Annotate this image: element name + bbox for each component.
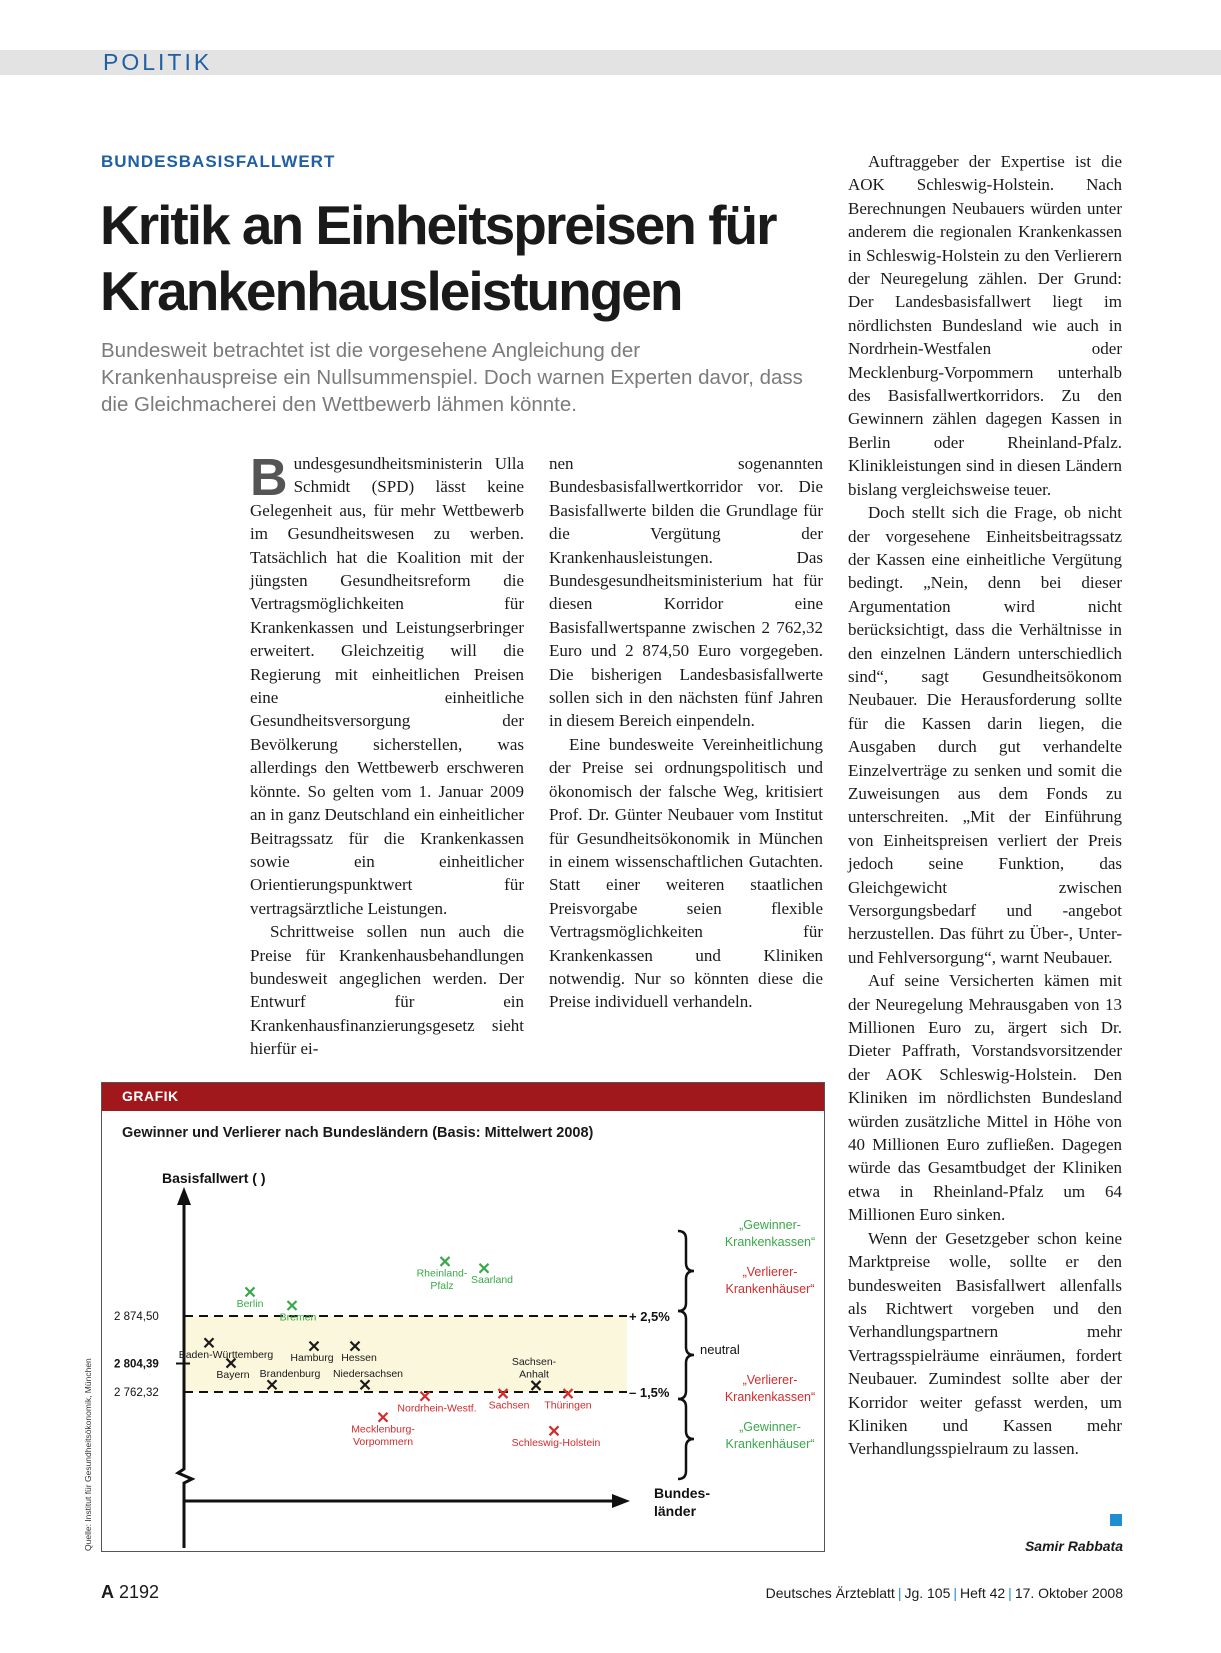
article-column-2: [549, 452, 823, 1014]
data-point-label: Pfalz: [430, 1279, 454, 1292]
data-point-label: Sachsen-: [511, 1355, 557, 1368]
data-point-label: Vorpommern: [352, 1435, 414, 1448]
separator: |: [953, 1585, 958, 1601]
article-headline: [100, 192, 820, 324]
chart: [102, 1083, 824, 1551]
y-tick-label: 2 804,39: [114, 1358, 159, 1371]
end-mark-icon: [1110, 1514, 1122, 1526]
paragraph: [250, 449, 524, 920]
brace-upper: [678, 1231, 694, 1311]
separator: |: [1008, 1585, 1012, 1601]
y-axis-title: Basisfallwert ( ): [162, 1170, 266, 1186]
data-point-label: Niedersachsen: [332, 1367, 404, 1380]
headline-line-2: Krankenhausleistungen: [100, 260, 682, 322]
annotation-label: „Verlierer-: [742, 1373, 798, 1387]
data-point-label: Brandenburg: [259, 1367, 321, 1380]
graphic-source: Quelle: Institut für Gesundheitsökonomik, München: [83, 1358, 93, 1551]
graphic-title: Gewinner und Verlierer nach Bundesländern (Basis: Mittelwert 2008): [122, 1125, 594, 1141]
annotation-label: Krankenhäuser“: [725, 1437, 815, 1451]
data-point-label: Schleswig-Holstein: [511, 1436, 601, 1449]
data-point-label: Anhalt: [519, 1368, 549, 1381]
annotation-label: „Gewinner-: [739, 1420, 801, 1434]
headline-line-1: Kritik an Einheitspreisen für: [100, 194, 776, 256]
article-column-1: [250, 449, 524, 1061]
data-point-label: Berlin: [236, 1297, 264, 1310]
paragraph: Auf seine Versicherten kämen mit der Neuregelung Mehrausgaben von 13 Millionen Euro zu, ärgert sich Dr. Dieter Paffrath, Vorstandsvorsitzender der AOK Schleswig-Holstein. Den Kliniken im nördlichsten Bundesland würden zusätzliche Mittel in Höhe von 40 Millionen Euro zufließen. Dagegen würde das Gesamtbudget der Kliniken etwa in Rheinland-Pfalz um 64 Millionen Euro sinken.: [848, 971, 1122, 1225]
data-point-label: Hessen: [341, 1352, 377, 1365]
annotation-label: „Verlierer-: [742, 1265, 798, 1279]
paragraph: nen sogenannten Bundesbasisfallwertkorridor vor. Die Basisfallwerte bilden die Grundlage für die Vergütung der Krankenhausleistungen. Das Bundesgesundheitsministerium hat für diesen Korridor eine Basisfallwertspanne zwischen 2 762,32 Euro und 2 874,50 Euro vorgegeben. Die bisherigen Landesbasisfallwerte sollen sich in den nächsten fünf Jahren in diesem Bereich einpendeln.: [549, 454, 823, 731]
band-label-lower: – 1,5%: [629, 1385, 670, 1400]
data-point-label: Rheinland-: [416, 1267, 468, 1280]
paragraph: Auftraggeber der Expertise ist die AOK Schleswig-Holstein. Nach Berechnungen Neubauers würden unter anderem die regionalen Krankenkassen in Schleswig-Holstein zu den Verlierern der Neuregelung zählen. Der Grund: Der Landesbasisfallwert liegt im nördlichsten Bundesland wie auch in Nordrhein-Westfalen oder Mecklenburg-Vorpommern unterhalb des Basisfallwertkorridors. Zu den Gewinnern zählen dagegen Kassen in Berlin oder Rheinland-Pfalz. Klinikleistungen sind in diesen Ländern bislang vergleichsweise teuer.: [848, 152, 1122, 499]
paragraph-text: undesgesundheitsministerin Ulla Schmidt (SPD) lässt keine Gelegenheit aus, für mehr Wettbewerb im Gesundheitswesen zu werben. Tatsächlich hat die Koalition mit der jüngsten Gesundheitsreform die Vertragsmöglichkeiten für Krankenkassen und Leistungserbringer erweitert. Gleichzeitig will die Regierung mit einheitlichen Preisen eine einheitliche Gesundheitsversorgung der Bevölkerung sicherstellen, was allerdings den Wettbewerb erschweren könnte. So gelten vom 1. Januar 2009 an in ganz Deutschland ein einheitlicher Beitragssatz für die Krankenkassen sowie ein einheitlicher Orientierungspunktwert für vertragsärztliche Leistungen.: [250, 454, 524, 918]
page-prefix: A: [101, 1582, 114, 1602]
paragraph: Schrittweise sollen nun auch die Preise für Krankenhausbehandlungen bundesweit angeglichen werden. Der Entwurf für ein Krankenhausfinanzierungsgesetz sieht hierfür ei-: [250, 922, 524, 1059]
y-axis-arrow: [177, 1187, 191, 1205]
data-point-label: Bremen: [279, 1311, 317, 1324]
brace-lower: [678, 1399, 694, 1479]
x-axis-title: Bundes-: [654, 1485, 710, 1501]
graphic-label: GRAFIK: [122, 1088, 179, 1104]
separator: |: [897, 1585, 902, 1601]
paragraph: Doch stellt sich die Frage, ob nicht der vorgesehene Einheitsbeitragssatz der Kassen eine einheitliche Vergütung bedingt. „Nein, denn bei dieser Argumentation wird nicht berücksichtigt, dass die Verhältnisse in den einzelnen Ländern unterschiedlich sind“, sagt Gesundheitsökonom Neubauer. Die Herausforderung sollte für die Kassen darin liegen, die Ausgaben durch gut verhandelte Einzelverträge zu senken und somit die Zuweisungen aus dem Fonds zu unterschreiten. „Mit der Einführung von Einheitspreisen verliert der Preis jedoch seine Funktion, das Gleichgewicht zwischen Versorgungsbedarf und -angebot herzustellen. Das führt zu Über-, Unter- und Fehlversorgung“, warnt Neubauer.: [848, 503, 1122, 967]
data-point-marker: [379, 1413, 388, 1422]
data-point-marker: [421, 1392, 430, 1401]
data-point-marker: [441, 1257, 450, 1266]
data-point-label: Sachsen: [488, 1399, 530, 1412]
article-column-3: [848, 150, 1122, 1461]
journal-issue: Heft 42: [960, 1585, 1006, 1601]
data-point-marker: [288, 1301, 297, 1310]
article-lead: Bundesweit betrachtet ist die vorgesehene Angleichung der Krankenhauspreise ein Nullsummenspiel. Doch warnen Experten davor, dass die Gleichmacherei den Wettbewerb lähmen könnte.: [101, 339, 803, 416]
brace-middle: [678, 1311, 694, 1399]
data-point-label: Nordrhein-Westf.: [397, 1402, 477, 1415]
journal-date: 17. Oktober 2008: [1014, 1585, 1123, 1601]
page-number: [101, 1582, 159, 1603]
graphic-box: [101, 1082, 825, 1552]
data-point-marker: [246, 1287, 255, 1296]
y-tick-label: 2 874,50: [114, 1311, 159, 1323]
data-point-label: Hamburg: [290, 1352, 334, 1365]
paragraph: Wenn der Gesetzgeber schon keine Marktpreise wolle, sollte er den bundesweiten Basisfallwert allenfalls als Richtwert vorgeben und den Verhandlungspartnern mehr Vertragsspielräume einräumen, fordert Neubauer. Zumindest sollte aber der Korridor weiter gefasst werden, um Kliniken und Kassen mehr Verhandlungsspielraum zu lassen.: [848, 1228, 1122, 1459]
data-point-label: Saarland: [470, 1274, 514, 1287]
section-label: POLITIK: [103, 49, 213, 75]
data-point-marker: [550, 1426, 559, 1435]
annotation-label: Krankenkassen“: [724, 1390, 816, 1404]
page-number-value: 2192: [119, 1582, 160, 1602]
journal-info: [700, 1585, 1123, 1601]
annotation-label: Krankenkassen“: [724, 1235, 816, 1249]
drop-cap: B: [250, 449, 288, 507]
journal-volume: Jg. 105: [904, 1585, 951, 1601]
article-kicker: BUNDESBASISFALLWERT: [101, 152, 336, 171]
article-author: Samir Rabbata: [1024, 1538, 1123, 1554]
y-tick-label: 2 762,32: [114, 1387, 159, 1399]
x-axis-title: länder: [654, 1503, 697, 1519]
band-label-upper: + 2,5%: [629, 1309, 670, 1324]
annotation-label: „Gewinner-: [739, 1218, 801, 1232]
journal-name: Deutsches Ärzteblatt: [765, 1585, 895, 1601]
data-point-label: Baden-Württemberg: [178, 1348, 274, 1361]
annotation-label: Krankenhäuser“: [725, 1282, 815, 1296]
data-point-marker: [480, 1264, 489, 1273]
paragraph: Eine bundesweite Vereinheitlichung der Preise sei ordnungspolitisch und ökonomisch der falsche Weg, kritisiert Prof. Dr. Günter Neubauer vom Institut für Gesundheitsökonomik in München in einem wissenschaftlichen Gutachten. Statt einer weiteren staatlichen Preisvorgabe seien flexible Vertragsmöglichkeiten für Krankenkassen und Kliniken notwendig. Nur so könnten diese die Preise individuell verhandeln.: [549, 734, 823, 1012]
data-point-label: Bayern: [216, 1369, 250, 1382]
x-axis-arrow: [612, 1494, 630, 1508]
data-point-label: Mecklenburg-: [351, 1423, 415, 1436]
data-point-label: Thüringen: [544, 1399, 592, 1412]
band-label-neutral: neutral: [700, 1342, 740, 1357]
